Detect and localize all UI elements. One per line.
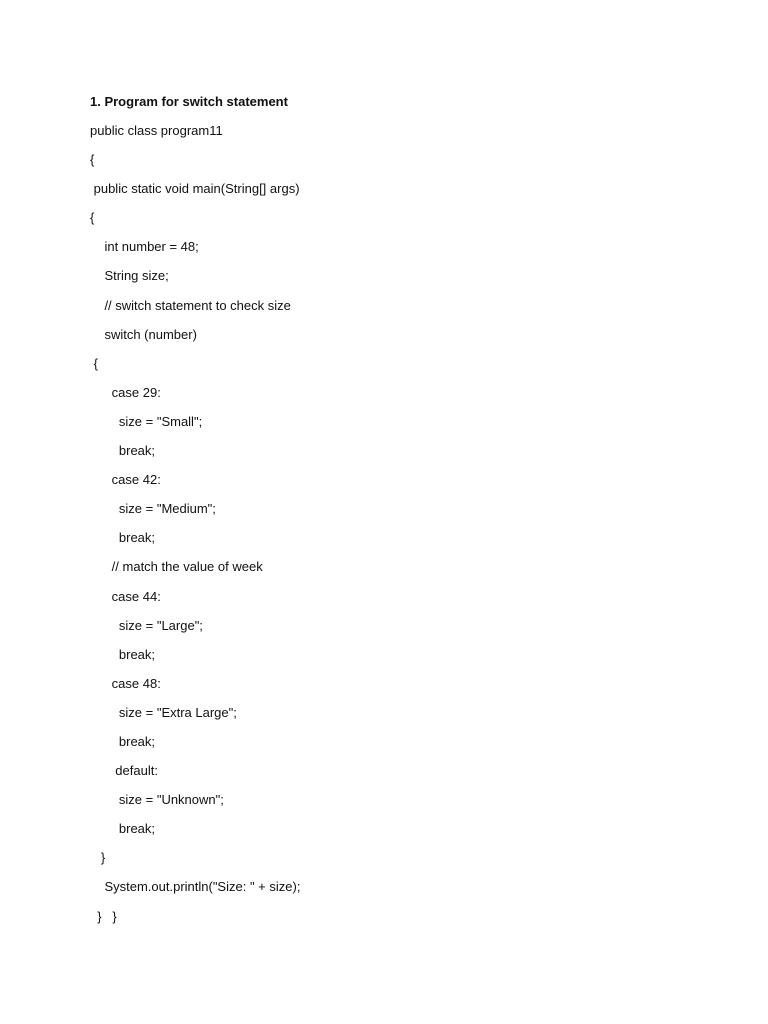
code-line-4: { bbox=[90, 210, 95, 226]
code-line-13: case 42: bbox=[90, 472, 161, 488]
code-line-26: } bbox=[90, 850, 106, 866]
code-line-24: size = "Unknown"; bbox=[90, 792, 224, 808]
code-line-15: break; bbox=[90, 530, 156, 546]
code-line-3: public static void main(String[] args) bbox=[90, 181, 300, 197]
code-line-23: default: bbox=[90, 763, 158, 779]
document-title: 1. Program for switch statement bbox=[90, 94, 288, 109]
code-line-12: break; bbox=[90, 443, 156, 459]
code-line-25: break; bbox=[90, 821, 156, 837]
code-line-17: case 44: bbox=[90, 588, 161, 604]
code-line-16: // match the value of week bbox=[90, 559, 263, 575]
code-line-1: public class program11 bbox=[90, 123, 223, 138]
code-line-2: { bbox=[90, 152, 95, 168]
code-line-14: size = "Medium"; bbox=[90, 501, 216, 517]
code-line-8: switch (number) bbox=[90, 326, 197, 342]
code-line-27: System.out.println("Size: " + size); bbox=[90, 879, 301, 895]
code-line-21: size = "Extra Large"; bbox=[90, 704, 237, 720]
code-line-19: break; bbox=[90, 646, 156, 662]
code-line-10: case 29: bbox=[90, 384, 161, 400]
code-listing bbox=[90, 122, 300, 937]
code-line-18: size = "Large"; bbox=[90, 617, 203, 633]
code-line-11: size = "Small"; bbox=[90, 413, 203, 429]
code-line-22: break; bbox=[90, 733, 156, 749]
code-line-6: String size; bbox=[90, 268, 169, 284]
code-line-9: { bbox=[90, 355, 98, 371]
code-line-5: int number = 48; bbox=[90, 239, 199, 255]
code-line-28: } } bbox=[90, 908, 117, 924]
code-line-7: // switch statement to check size bbox=[90, 297, 291, 313]
code-line-20: case 48: bbox=[90, 675, 161, 691]
